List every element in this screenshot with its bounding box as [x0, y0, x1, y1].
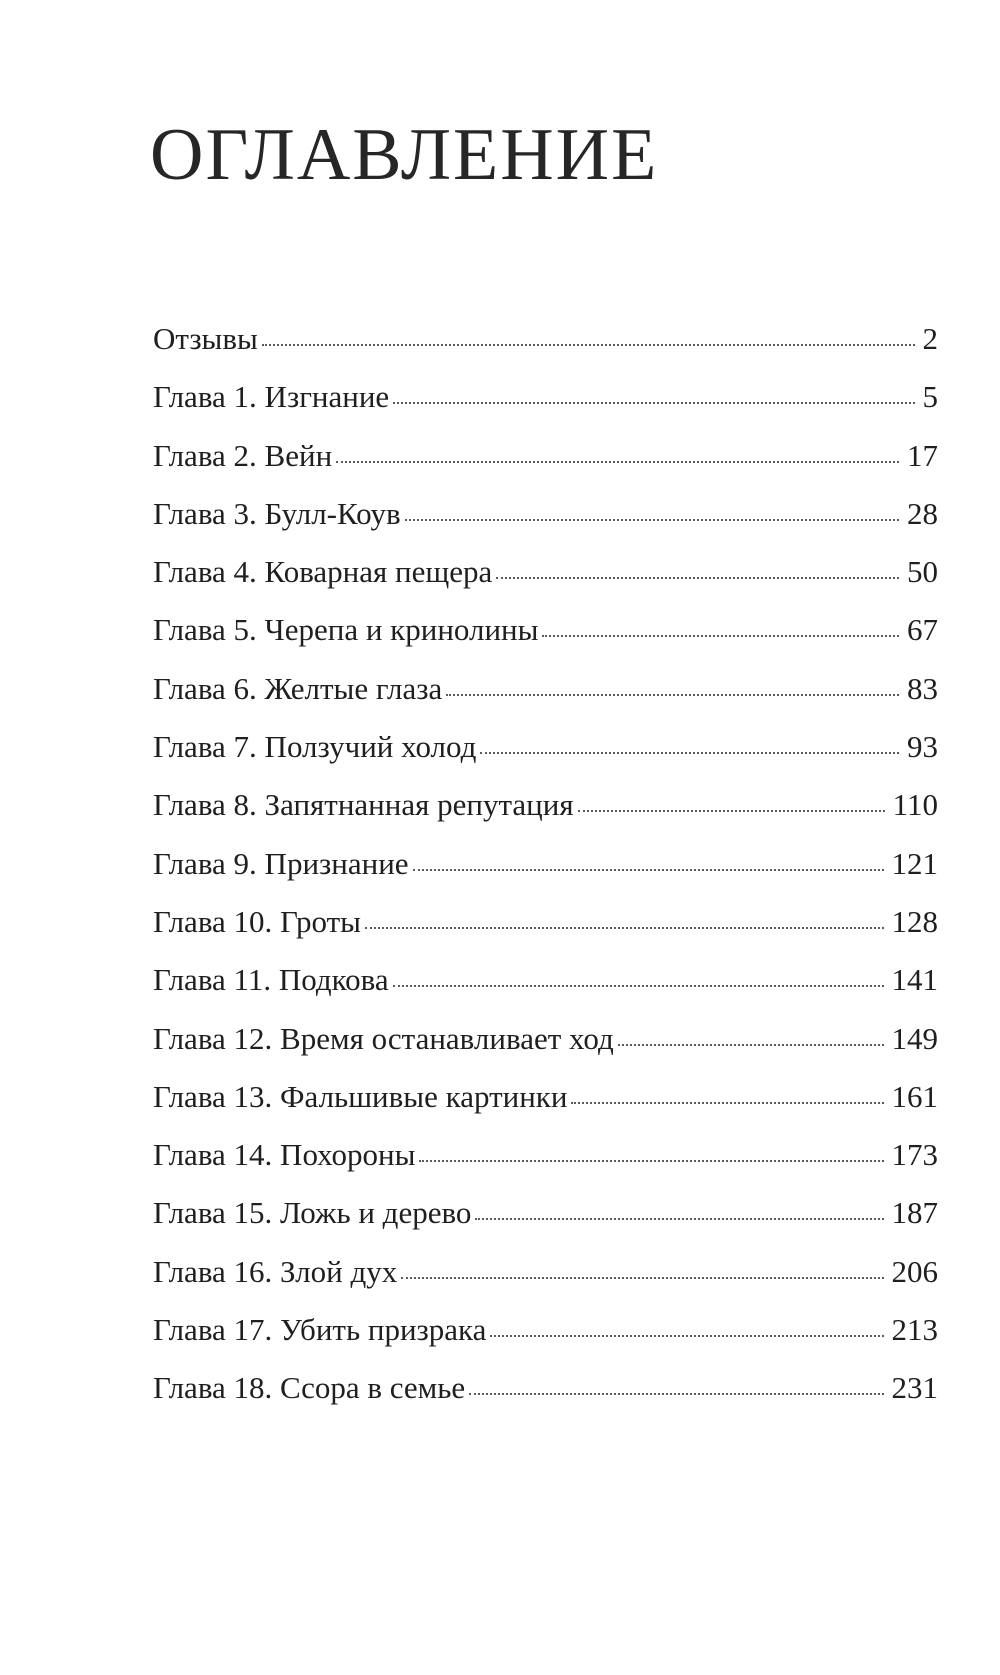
toc-entry	[153, 1372, 938, 1430]
toc-entry-page-number: 161	[891, 1078, 938, 1114]
toc-entry-title: Глава 13. Фальшивые картинки	[153, 1078, 568, 1114]
toc-entry-page-number: 173	[891, 1137, 938, 1173]
toc-entry-title: Глава 3. Булл-Коув	[153, 495, 401, 531]
toc-entry-title: Глава 7. Ползучий холод	[153, 729, 477, 765]
toc-entry-title: Глава 11. Подкова	[153, 962, 389, 998]
toc-entry-page-number: 213	[891, 1312, 938, 1348]
toc-entry-title: Глава 6. Желтые глаза	[153, 670, 443, 706]
dot-leader	[336, 461, 899, 463]
dot-leader	[469, 1393, 883, 1395]
toc-entry-page-number: 231	[891, 1370, 938, 1406]
dot-leader	[571, 1102, 883, 1104]
toc-entry-title: Глава 17. Убить призрака	[153, 1312, 487, 1348]
toc-entry	[153, 670, 938, 731]
toc-entry	[153, 903, 938, 964]
toc-entry-title: Глава 12. Время останавливает ход	[153, 1020, 614, 1056]
toc-entry	[153, 964, 938, 1022]
toc-entry	[153, 1139, 938, 1197]
toc-entry-page-number: 187	[891, 1195, 938, 1231]
toc-entry-page-number: 2	[922, 321, 938, 356]
table-of-contents	[153, 323, 938, 1431]
toc-entry	[153, 1197, 938, 1255]
toc-entry-title: Отзывы	[153, 321, 258, 356]
dot-leader	[542, 635, 899, 637]
toc-entry	[153, 323, 938, 381]
toc-entry-page-number: 206	[891, 1253, 938, 1289]
toc-entry-title: Глава 2. Вейн	[153, 437, 333, 473]
toc-entry	[153, 437, 938, 498]
toc-entry-page-number: 83	[907, 670, 938, 706]
dot-leader	[475, 1218, 883, 1220]
dot-leader	[419, 1160, 883, 1162]
dot-leader	[405, 519, 899, 521]
toc-entry	[153, 381, 938, 439]
toc-entry	[153, 845, 938, 906]
toc-entry-title: Глава 9. Признание	[153, 845, 409, 881]
toc-entry	[153, 1253, 938, 1314]
toc-entry-title: Глава 4. Коварная пещера	[153, 554, 493, 590]
dot-leader	[365, 927, 884, 929]
toc-entry	[153, 556, 938, 614]
dot-leader	[401, 1277, 883, 1279]
toc-entry-title: Глава 8. Запятнанная репутация	[153, 787, 574, 823]
dot-leader	[496, 577, 899, 579]
dot-leader	[413, 869, 884, 871]
dot-leader	[578, 810, 885, 812]
dot-leader	[393, 985, 884, 987]
toc-entry	[153, 1314, 938, 1372]
toc-entry	[153, 495, 938, 556]
toc-entry-page-number: 149	[891, 1020, 938, 1056]
toc-entry	[153, 1078, 938, 1139]
dot-leader	[618, 1044, 884, 1046]
toc-entry-page-number: 121	[891, 845, 938, 881]
dot-leader	[262, 344, 915, 346]
dot-leader	[393, 402, 914, 404]
dot-leader	[480, 752, 899, 754]
toc-entry-page-number: 93	[907, 729, 938, 765]
toc-entry	[153, 789, 938, 847]
toc-entry-page-number: 67	[907, 612, 938, 648]
toc-entry	[153, 1020, 938, 1081]
dot-leader	[446, 694, 899, 696]
toc-entry-title: Глава 10. Гроты	[153, 903, 361, 939]
toc-entry	[153, 731, 938, 789]
toc-entry-title: Глава 14. Похороны	[153, 1137, 416, 1173]
toc-entry-page-number: 128	[891, 903, 938, 939]
toc-entry-page-number: 5	[922, 379, 938, 415]
toc-entry-page-number: 50	[907, 554, 938, 590]
toc-entry-title: Глава 5. Черепа и кринолины	[153, 612, 539, 648]
dot-leader	[490, 1335, 883, 1337]
toc-entry-title: Глава 16. Злой дух	[153, 1253, 398, 1289]
toc-entry-title: Глава 15. Ложь и дерево	[153, 1195, 472, 1231]
toc-entry-title: Глава 18. Ссора в семье	[153, 1370, 466, 1406]
toc-entry-title: Глава 1. Изгнание	[153, 379, 390, 415]
toc-entry-page-number: 17	[907, 437, 938, 473]
page-title: ОГЛАВЛЕНИЕ	[150, 114, 659, 196]
toc-entry-page-number: 141	[891, 962, 938, 998]
toc-entry-page-number: 28	[907, 495, 938, 531]
toc-entry-page-number: 110	[892, 787, 938, 823]
toc-entry	[153, 614, 938, 672]
